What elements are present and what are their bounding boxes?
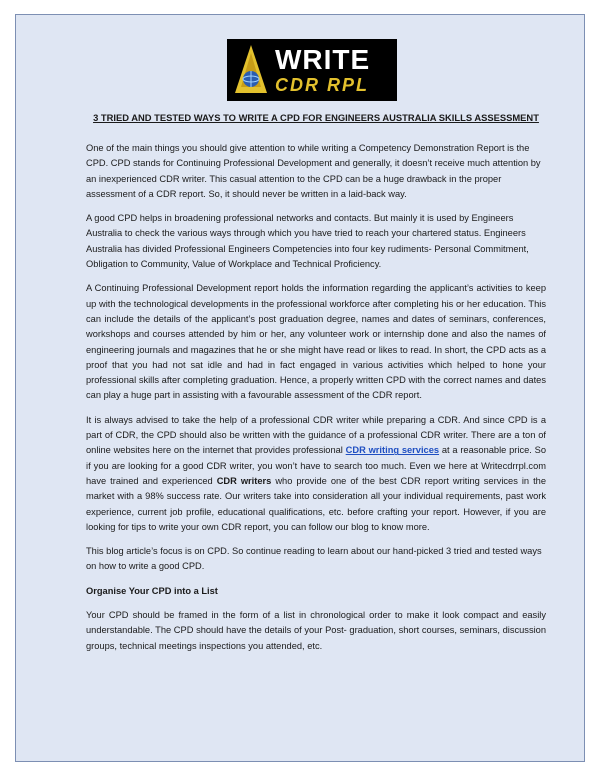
paragraph-cpd-report: A Continuing Professional Development report holds the information regarding the applicant’s activities to keep up with the technological developments in the professional workforce after completing his or her education. This can include the details of the applicant’s post graduation degree, names and dates of seminars, conferences, workshops and courses attended by him or her, any volunteer work or internship done and also the names of engineering journals and magazines that he or she might have read or likes to read. In short, the CPD acts as a proof that you had not sat idle and had in fact engaged in various activities which helped to hone your professional skills after completing graduation. Hence, a properly written CPD with the correct names and dates can play a huge part in assisting with a favourable assessment of the CDR report. — [86, 283, 546, 401]
document-page — [15, 14, 585, 762]
p4-text-2: at a reasonable price. So if you are looking for a good CDR writer, you won’t have to search too much. Even we here at Writecdrrpl.com have trained and experienced — [86, 445, 546, 486]
logo-word: WRITE — [275, 44, 371, 75]
paragraph-organise-list: Your CPD should be framed in the form of a list in chronological order to make it look compact and easily understandable. The CPD should have the details of your Post- graduation, short courses, seminars, discussion groups, technical meetings inspections you attended, etc. — [86, 610, 546, 651]
paragraph-professional-help — [86, 413, 546, 535]
logo-text — [275, 45, 370, 95]
article-body — [86, 141, 546, 663]
cdr-writing-services-link[interactable]: CDR writing services — [345, 445, 440, 456]
paragraph-blog-focus: This blog article’s focus is on CPD. So continue reading to learn about our hand-picked 3 tried and tested ways on how to write a good CPD. — [86, 546, 542, 572]
section-heading: Organise Your CPD into a List — [86, 585, 218, 596]
write-cdr-rpl-logo[interactable] — [227, 39, 397, 101]
logo-subtitle: CDR RPL — [275, 75, 369, 95]
p4-text-1: It is always advised to take the help of a professional CDR writer while preparing a CDR. And since CPD is a part of CDR, the CPD should also be written with the guidance of a professional CDR writer. There are a ton of online websites here on the internet that provides professional — [86, 414, 546, 456]
cdr-writers-bold: CDR writers — [216, 475, 272, 486]
paragraph-intro: One of the main things you should give attention to while writing a Competency Demonstration Report is the CPD. CPD stands for Continuing Professional Development and generally, it doesn’t receive much attention by an inexperienced CDR writer. This casual attention to the CPD can be a huge drawback in the proper assessment of a CDR report. So, it should never be written in a laid-back way. — [86, 143, 541, 199]
article-title: 3 TRIED AND TESTED WAYS TO WRITE A CPD FOR ENGINEERS AUSTRALIA SKILLS ASSESSMENT — [93, 112, 539, 123]
globe-pyramid-icon — [233, 43, 269, 97]
p4-text-3: who provide one of the best CDR report writing services in the market with a 98% success rate. Our writers take into consideration all your individual requirements, past work experience, current job profile, educational qualifications, etc. before crafting your report. However, if you are looking for tips to write your own CDR report, you can follow our blog to know more. — [86, 475, 547, 532]
paragraph-good-cpd: A good CPD helps in broadening professional networks and contacts. But mainly it is used by Engineers Australia to check the various ways through which you have tried to reach your chartered status. Engineers Australia has divided Professional Engineers Competencies into four key rudiments- Personal Commitment, Obligation to Community, Value of Workplace and Technical Proficiency. — [86, 213, 529, 270]
